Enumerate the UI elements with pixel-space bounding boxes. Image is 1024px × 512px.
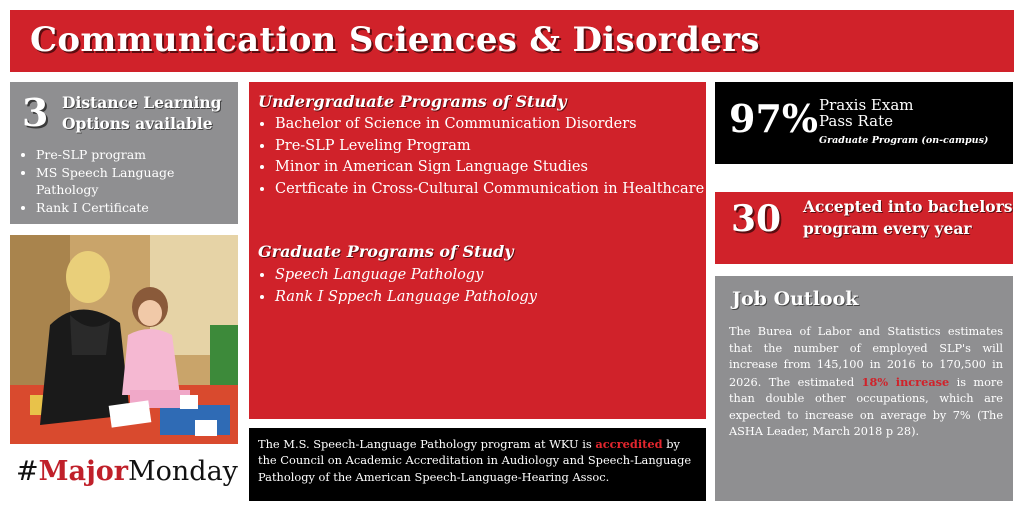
list-item: • Minor in American Sign Language Studies xyxy=(275,157,704,179)
list-item: • Pre-SLP Leveling Program xyxy=(275,136,704,158)
undergrad-programs-list xyxy=(249,114,704,200)
photo-illustration xyxy=(10,235,238,444)
praxis-sublabel: Graduate Program (on-campus) xyxy=(819,135,989,146)
hashtag-major-monday xyxy=(16,456,238,500)
accepted-label xyxy=(803,196,1012,240)
programs-of-study-box xyxy=(249,82,706,419)
accepted-label-line2: program every year xyxy=(803,219,972,238)
page-title: Communication Sciences & Disorders xyxy=(30,20,760,60)
praxis-percent: 97% xyxy=(729,96,818,141)
accreditation-text-after: by the Council on Academic Accreditation in Audiology and Speech-Language Pathology of the American Speech-Language-Hearing Assoc. xyxy=(258,437,692,484)
accreditation-highlight: accredited xyxy=(595,437,663,451)
job-outlook-highlight: 18% increase xyxy=(861,374,950,389)
distance-learning-box xyxy=(10,82,238,224)
accepted-label-line1: Accepted into bachelors xyxy=(803,197,1013,216)
hashtag-symbol: # xyxy=(16,456,39,487)
grad-heading: Graduate Programs of Study xyxy=(258,242,514,261)
job-outlook-heading: Job Outlook xyxy=(732,288,859,310)
list-item: • Certficate in Cross-Cultural Communication in Healthcare xyxy=(275,179,704,201)
classroom-photo xyxy=(10,235,238,444)
list-item: • Rank I Sppech Language Pathology xyxy=(275,287,537,309)
header-banner xyxy=(10,10,1014,72)
praxis-label-line2: Pass Rate xyxy=(819,112,894,130)
list-item: • Rank I Certificate xyxy=(36,199,238,217)
praxis-label xyxy=(819,97,914,129)
grad-programs-list xyxy=(249,265,537,308)
list-item: • Bachelor of Science in Communication Disorders xyxy=(275,114,704,136)
praxis-pass-rate-box xyxy=(715,82,1013,164)
accreditation-box xyxy=(249,428,706,501)
list-item: • Speech Language Pathology xyxy=(275,265,537,287)
job-outlook-text-after: is more than double other occupations, which are expected to increase on average by 7% (The ASHA Leader, March 2018 p 28). xyxy=(729,375,1003,438)
distance-headline-line2: Options available xyxy=(62,114,213,133)
distance-headline-line1: Distance Learning xyxy=(62,93,222,112)
hashtag-major: Major xyxy=(38,456,129,487)
list-item: • MS Speech Language Pathology xyxy=(36,164,238,199)
hashtag-monday: Monday xyxy=(128,456,238,487)
praxis-label-line1: Praxis Exam xyxy=(819,96,914,114)
accepted-bachelors-box xyxy=(715,192,1013,264)
distance-headline xyxy=(62,92,221,134)
accreditation-text-before: The M.S. Speech-Language Pathology program at WKU is xyxy=(258,437,596,451)
accepted-number: 30 xyxy=(731,198,782,240)
distance-options-list xyxy=(10,146,238,216)
job-outlook-text-before: The Burea of Labor and Statistics estimates that the number of employed SLP's will increase from 145,100 in 2016 to 170,500 in 2026. The estimated xyxy=(729,325,1003,389)
undergrad-heading: Undergraduate Programs of Study xyxy=(258,92,567,111)
job-outlook-box xyxy=(715,276,1013,501)
job-outlook-text xyxy=(729,324,1003,441)
distance-count: 3 xyxy=(22,90,49,135)
list-item: • Pre-SLP program xyxy=(36,146,238,164)
